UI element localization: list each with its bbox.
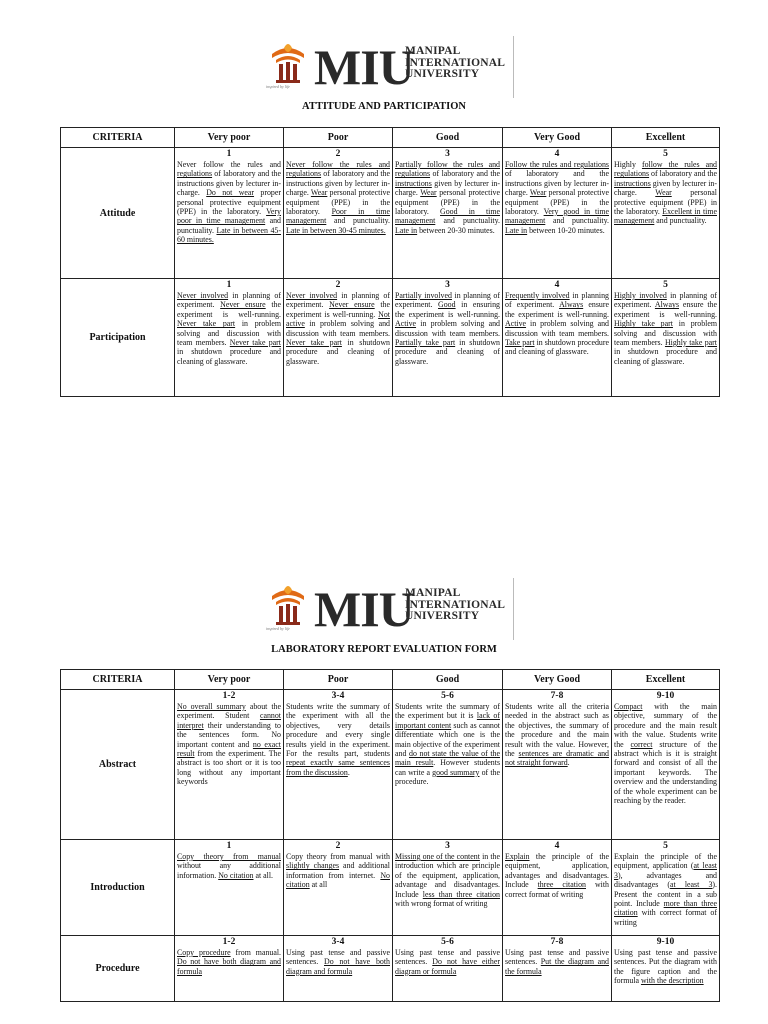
score-label: 2	[335, 841, 341, 851]
header-excellent: Excellent	[612, 670, 720, 690]
rubric-description: Follow the rules and regulations of laboratory and the instructions given by lecturer in-charge. Wear personal protective equipment (PPE) in the laboratory. Very good in time management and punctuality. Late in between 10-20 minutes.	[505, 160, 610, 235]
rubric-cell	[612, 840, 720, 936]
rubric-cell	[393, 279, 503, 397]
rubric-cell	[503, 279, 612, 397]
rubric-cell	[175, 840, 284, 936]
rubric-description: Using past tense and passive sentences. Put the diagram with the figure caption and the formula with the description	[614, 948, 717, 986]
rubric-cell	[503, 840, 612, 936]
logo-wordmark: MIU	[314, 39, 414, 95]
score-label: 3	[445, 149, 450, 159]
rubric-cell	[175, 936, 284, 1002]
form-title: ATTITUDE AND PARTICIPATION	[302, 101, 466, 112]
table-row	[61, 690, 720, 840]
rubric-cell	[284, 840, 393, 936]
table-row	[61, 148, 720, 279]
logo-wordmark: MIU	[314, 581, 414, 637]
rubric-description: Students write the summary of the experiment but it is lack of important content such as cannot differentiate which one is the main objective of the experiment and do not state the value of the main result. However students can write a good summary of the procedure.	[395, 702, 501, 787]
score-label: 4	[554, 841, 560, 851]
table-header-row	[61, 128, 720, 148]
score-label: 1-2	[222, 937, 236, 947]
rubric-cell	[175, 279, 284, 397]
rubric-description: Partially involved in planning of experiment. Good in ensuring the experiment is well-running. Active in problem solving and discussion with team members. Partially take part in shutdown procedure and cleaning of glassware.	[395, 291, 500, 366]
header-very-good: Very Good	[503, 128, 612, 148]
score-label: 1	[226, 841, 232, 851]
rubric-description: Students write the summary of the experiment with all the objectives, very details procedure and every single results yield in the experiment. For the results part, students repeat exactly same sentences from the discussion.	[286, 702, 390, 777]
rubric-description: Never follow the rules and regulations of laboratory and the instructions given by lecturer in-charge. Wear personal protective equipment (PPE) in the laboratory. Poor in time management and punctuality. Late in between 30-45 minutes.	[286, 160, 391, 235]
rubric-cell	[393, 936, 503, 1002]
criterion-label: Attitude	[61, 148, 175, 279]
table-row	[61, 840, 720, 936]
rubric-description: Using past tense and passive sentences. Do not have either diagram or formula	[395, 948, 500, 976]
rubric-cell	[612, 279, 720, 397]
rubric-description: Partially follow the rules and regulations of laboratory and the instructions given by lecturer in-charge. Wear personal protective equipment (PPE) in the laboratory. Good in time management and punctuality. Late in between 20-30 minutes.	[395, 160, 500, 235]
logo-tagline: inspired by life	[266, 626, 290, 631]
criterion-label: Introduction	[61, 840, 175, 936]
score-label: 2	[335, 280, 341, 290]
criterion-label: Abstract	[61, 690, 175, 840]
university-logo	[268, 578, 518, 640]
score-label: 4	[554, 149, 560, 159]
header-good: Good	[393, 670, 503, 690]
rubric-cell	[393, 148, 503, 279]
score-label: 7-8	[550, 937, 564, 947]
university-logo	[268, 36, 518, 98]
score-label: 1-2	[222, 691, 236, 701]
rubric-description: Using past tense and passive sentences. Do not have both diagram and formula	[286, 948, 390, 976]
rubric-cell	[284, 148, 393, 279]
rubric-description: Never involved in planning of experiment. Never ensure the experiment is well-running. Never take part in problem solving and discussion with team members. Never take part in shutdown procedure and cleaning of glassware.	[177, 291, 281, 366]
rubric-cell	[175, 148, 284, 279]
header-poor: Poor	[284, 670, 393, 690]
torch-emblem-icon	[268, 582, 308, 634]
score-label: 9-10	[656, 691, 675, 701]
rubric-cell	[393, 840, 503, 936]
rubric-cell	[612, 690, 720, 840]
rubric-description: Highly involved in planning of experiment. Always ensure the experiment is well-running. Highly take part in problem solving and discussion with team members. Highly take part in shutdown procedure and cleaning of glassware.	[614, 291, 717, 366]
torch-emblem-icon	[268, 40, 308, 92]
rubric-cell	[393, 690, 503, 840]
rubric-cell	[284, 690, 393, 840]
header-very-good: Very Good	[503, 670, 612, 690]
rubric-description: Compact with the main objective, summary of the procedure and the main result with the value. Students write the correct structure of the abstract which is it is straight forward and consist of all the important keywords. The overview and the understanding of the whole experiment can be reaching by the reader.	[614, 702, 717, 806]
table-row	[61, 936, 720, 1002]
score-label: 3	[445, 841, 450, 851]
rubric-description: Frequently involved in planning of experiment. Always ensure the experiment is well-running. Active in problem solving and discussion with team members. Take part in shutdown procedure and cleaning of glassware.	[505, 291, 609, 357]
table-header-row	[61, 670, 720, 690]
score-label: 4	[554, 280, 560, 290]
rubric-description: Copy theory from manual without any additional information. No citation at all.	[177, 852, 281, 880]
score-label: 1	[226, 149, 232, 159]
logo-university-name: MANIPAL INTERNATIONAL UNIVERSITY	[405, 587, 506, 622]
header-poor: Poor	[284, 128, 393, 148]
score-label: 5-6	[441, 691, 454, 701]
rubric-cell	[175, 690, 284, 840]
score-label: 5	[663, 149, 668, 159]
rubric-cell	[503, 148, 612, 279]
rubric-table-lab-report	[60, 669, 720, 1002]
rubric-description: Never follow the rules and regulations of laboratory and the instructions given by lecturer in-charge. Do not wear proper personal protective equipment (PPE) in the laboratory. Very poor in time management and punctuality. Late in between 45-60 minutes.	[177, 160, 281, 245]
header-excellent: Excellent	[612, 128, 720, 148]
rubric-description: Students write all the criteria needed in the abstract such as the objectives, the summary of the procedure and the main result with the value. However, the sentences are dramatic and not straight forward.	[505, 702, 609, 768]
rubric-description: Explain the principle of the equipment, application (at least 3), advantages and disadvantages (at least 3). Present the content in a sub point. Include more than three citation with correct format of writing	[614, 852, 717, 927]
score-label: 2	[335, 149, 341, 159]
score-label: 1	[226, 280, 232, 290]
header-criteria: CRITERIA	[61, 128, 175, 148]
form-title: LABORATORY REPORT EVALUATION FORM	[271, 644, 497, 655]
header-very-poor: Very poor	[175, 128, 284, 148]
rubric-description: Copy theory from manual with slightly changes and additional information from internet. No citation at all	[286, 852, 390, 890]
rubric-cell	[284, 936, 393, 1002]
score-label: 3-4	[331, 691, 345, 701]
rubric-cell	[503, 690, 612, 840]
logo-university-name: MANIPAL INTERNATIONAL UNIVERSITY	[405, 45, 506, 80]
rubric-description: Highly follow the rules and regulations of laboratory and the instructions given by lecturer in-charge. Wear personal protective equipment (PPE) in the laboratory. Excellent in time management and punctuality.	[614, 160, 717, 226]
criterion-label: Procedure	[61, 936, 175, 1002]
rubric-description: Missing one of the content in the introduction which are principle of the equipment, application, advantage and disadvantages. Include less than three citation with wrong format of writing	[395, 852, 500, 909]
score-label: 5	[663, 280, 668, 290]
rubric-cell	[612, 148, 720, 279]
score-label: 5	[663, 841, 668, 851]
rubric-description: Using past tense and passive sentences. Put the diagram and the formula	[505, 948, 609, 976]
rubric-description: Explain the principle of the equipment, application, advantages and disadvantages. Include three citation with correct format of writing	[505, 852, 609, 899]
score-label: 7-8	[550, 691, 564, 701]
rubric-cell	[503, 936, 612, 1002]
table-row	[61, 279, 720, 397]
header-criteria: CRITERIA	[61, 670, 175, 690]
score-label: 5-6	[441, 937, 454, 947]
logo-tagline: inspired by life	[266, 84, 290, 89]
rubric-cell	[284, 279, 393, 397]
score-label: 3	[445, 280, 450, 290]
rubric-description: Never involved in planning of experiment. Never ensure the experiment is well-running. Not active in problem solving and discussion with team members. Never take part in shutdown procedure and cleaning of glassware.	[286, 291, 390, 366]
score-label: 9-10	[656, 937, 675, 947]
rubric-description: No overall summary about the experiment. Student cannot interpret their understanding to the sentences form. No important content and no exact result from the experiment. The abstract is too short or it is too long without any important keywords	[177, 702, 281, 787]
rubric-description: Copy procedure from manual. Do not have both diagram and formula	[177, 948, 282, 976]
score-label: 3-4	[331, 937, 345, 947]
criterion-label: Participation	[61, 279, 175, 397]
rubric-table-attitude	[60, 127, 720, 397]
header-good: Good	[393, 128, 503, 148]
header-very-poor: Very poor	[175, 670, 284, 690]
rubric-cell	[612, 936, 720, 1002]
